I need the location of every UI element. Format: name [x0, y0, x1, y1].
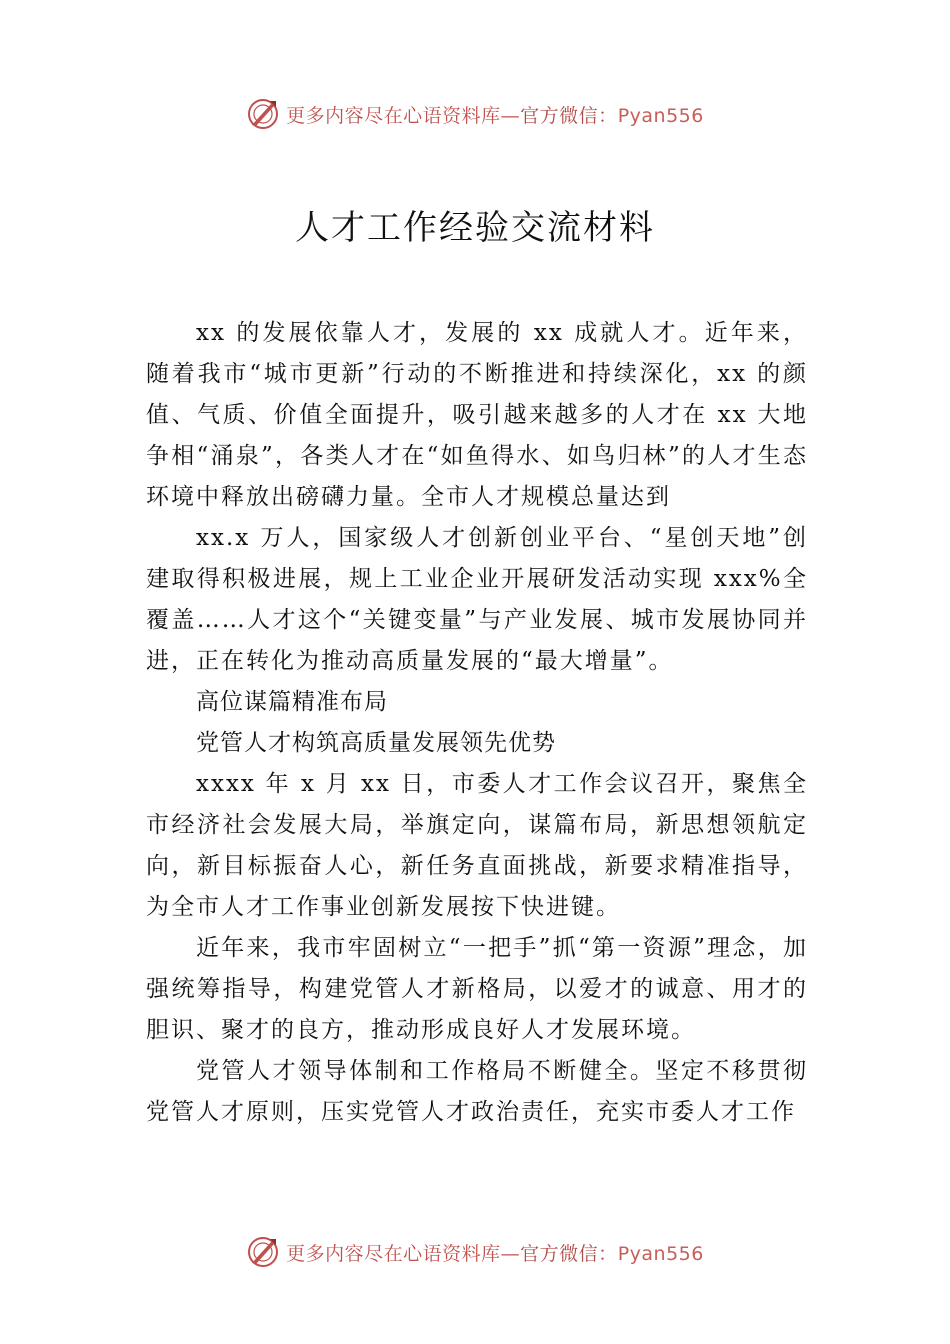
body-paragraph: 党管人才领导体制和工作格局不断健全。坚定不移贯彻党管人才原则，压实党管人才政治责任，充实市委人才工作: [146, 1058, 808, 1125]
watermark-prefix: 更多内容尽在心语资料库: [286, 104, 501, 127]
quill-seal-icon: [246, 97, 280, 131]
watermark-prefix: 更多内容尽在心语资料库: [286, 1242, 501, 1265]
watermark-label: 官方微信：: [520, 1242, 618, 1265]
section-subheading: 党管人才构筑高质量发展领先优势: [196, 730, 556, 756]
watermark-wechat-id: Pyan556: [617, 1242, 704, 1265]
quill-seal-icon: [246, 1235, 280, 1269]
watermark-text: [286, 1239, 704, 1266]
document-title: 人才工作经验交流材料: [295, 208, 655, 248]
body-paragraph: xx.x 万人，国家级人才创新创业平台、“星创天地”创建取得积极进展，规上工业企业开展研发活动实现 xxx%全覆盖……人才这个“关键变量”与产业发展、城市发展协同并进，正在转化为推动高质量发展的“最大增量”。: [146, 525, 808, 674]
body-paragraph: 近年来，我市牢固树立“一把手”抓“第一资源”理念，加强统筹指导，构建党管人才新格局，以爱才的诚意、用才的胆识、聚才的良方，推动形成良好人才发展环境。: [146, 935, 808, 1043]
footer-watermark: [0, 1232, 950, 1272]
watermark-separator: —: [500, 104, 521, 127]
body-paragraph: xx 的发展依靠人才，发展的 xx 成就人才。近年来，随着我市“城市更新”行动的不断推进和持续深化，xx 的颜值、气质、价值全面提升，吸引越来越多的人才在 xx 大地争相“涌泉”，各类人才在“如鱼得水、如鸟归林”的人才生态环境中释放出磅礴力量。全市人才规模总量达到: [146, 320, 808, 510]
watermark-wechat-id: Pyan556: [617, 104, 704, 127]
header-watermark: [0, 94, 950, 134]
watermark-text: [286, 101, 704, 128]
watermark-separator: —: [500, 1242, 521, 1265]
watermark-label: 官方微信：: [520, 104, 618, 127]
document-body: [146, 313, 808, 1133]
section-heading: 高位谋篇精准布局: [196, 689, 388, 715]
body-paragraph: xxxx 年 x 月 xx 日，市委人才工作会议召开，聚焦全市经济社会发展大局，举旗定向，谋篇布局，新思想领航定向，新目标振奋人心，新任务直面挑战，新要求精准指导，为全市人才工作事业创新发展按下快进键。: [146, 771, 808, 920]
